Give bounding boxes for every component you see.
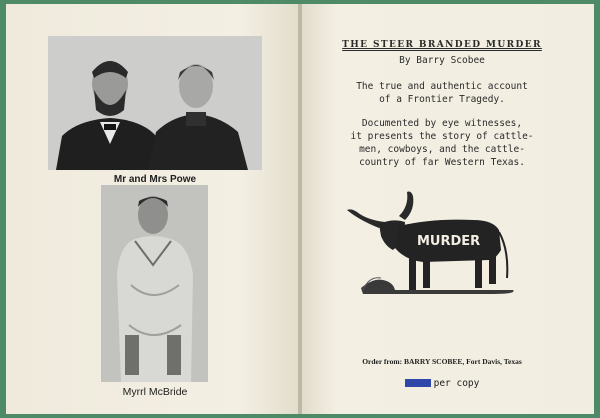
description <box>310 117 574 169</box>
tagline <box>310 80 574 106</box>
order-line <box>296 357 588 366</box>
caption-myrrl-mcbride: Myrrl McBride <box>122 386 188 398</box>
description-line: Documented by eye witnesses, <box>361 118 523 129</box>
tagline-line: of a Frontier Tragedy. <box>379 94 505 105</box>
description-line: it presents the story of cattle- <box>350 131 534 142</box>
steer-brand-text: MURDER <box>417 234 481 249</box>
photo-myrrl-mcbride <box>101 185 208 382</box>
price-line <box>296 378 588 389</box>
photo-mr-mrs-powe <box>48 36 262 170</box>
description-line: men, cowboys, and the cattle- <box>359 144 525 155</box>
tagline-line: The true and authentic account <box>356 81 528 92</box>
caption-mr-mrs-powe: Mr and Mrs Powe <box>113 174 197 185</box>
description-line: country of far Western Texas. <box>359 157 525 168</box>
redacted-price-mark <box>405 379 431 387</box>
price-text: per copy <box>433 378 480 389</box>
steer-illustration <box>343 190 518 300</box>
book-title: THE STEER BRANDED MURDER <box>342 40 542 50</box>
order-address: BARRY SCOBEE, Fort Davis, Texas <box>403 357 522 366</box>
order-label: Order from: <box>362 357 403 366</box>
book-author: By Barry Scobee <box>399 55 485 66</box>
